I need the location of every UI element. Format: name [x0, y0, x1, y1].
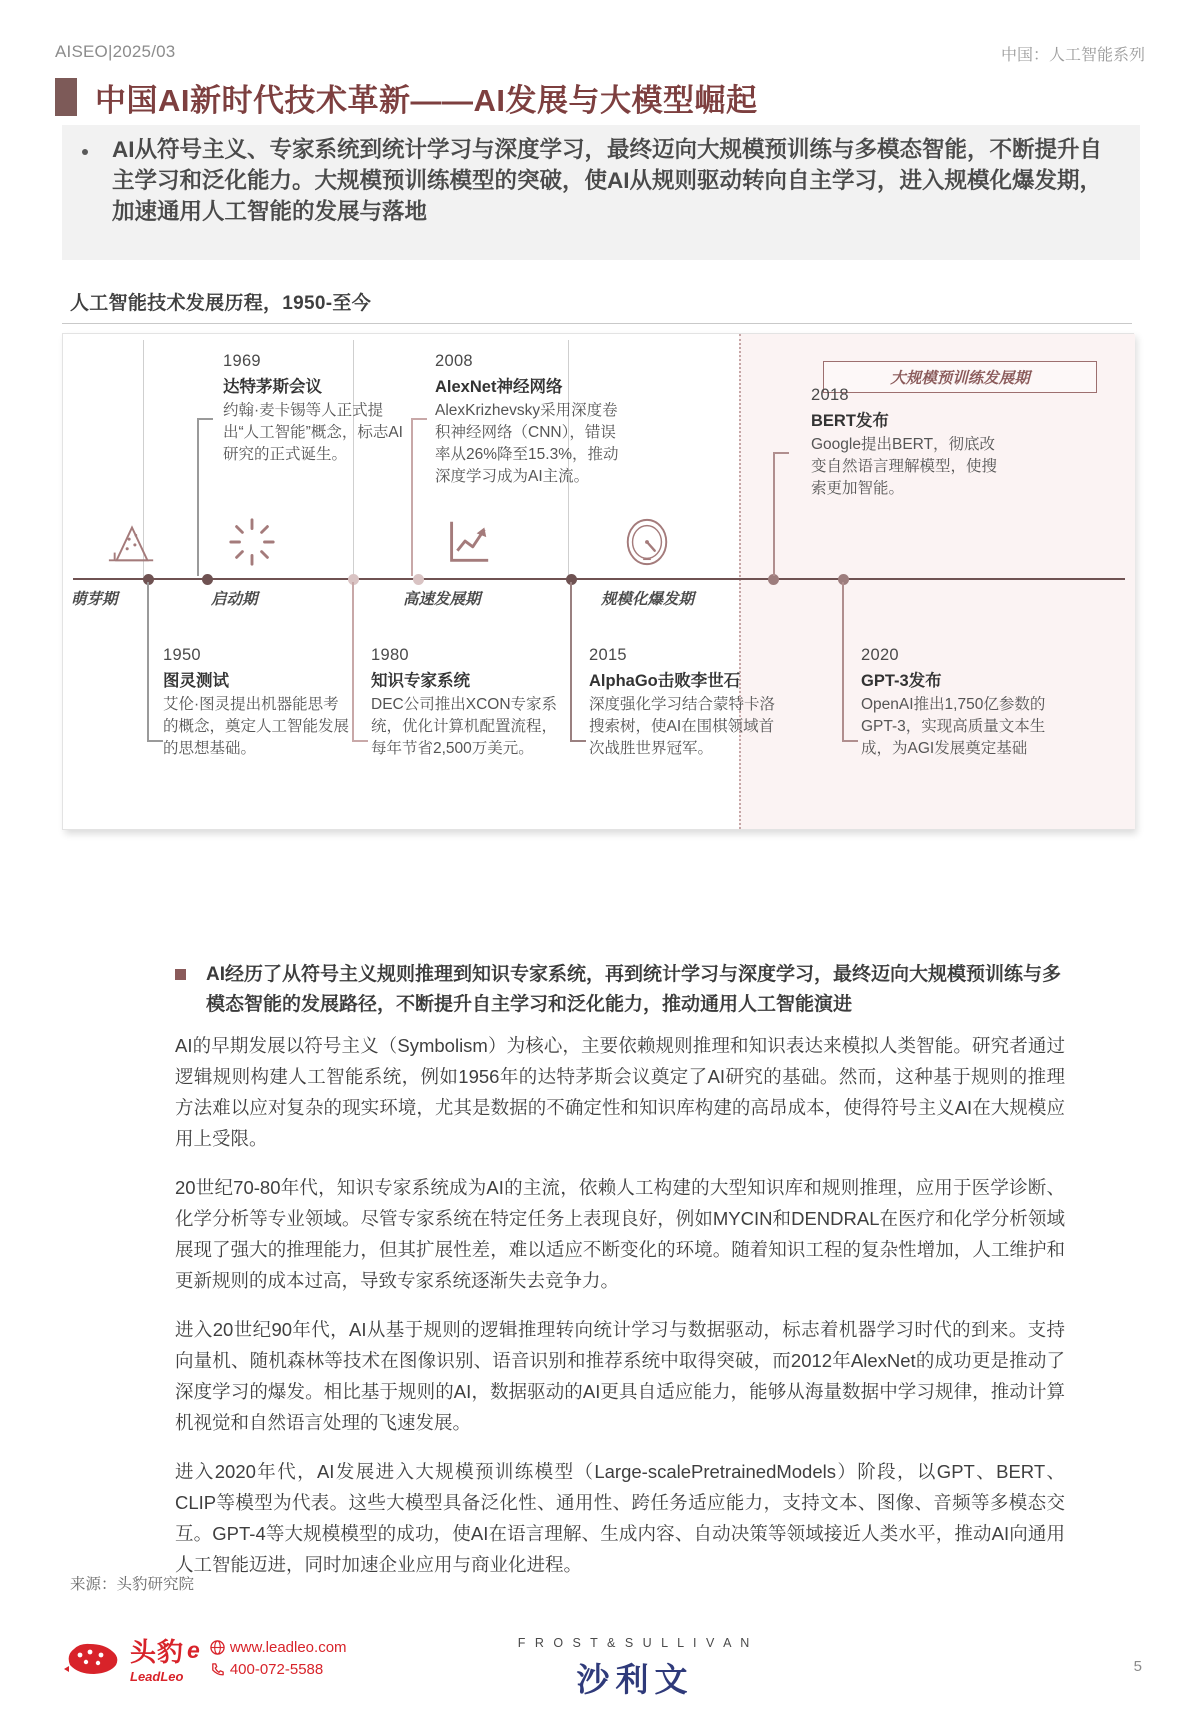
document-code: AISEO|2025/03 — [55, 42, 176, 61]
page-header — [55, 42, 1145, 66]
timeline-axis — [73, 578, 1125, 580]
paragraph-4: 进入2020年代，AI发展进入大规模预训练模型（Large-scalePretrainedModels）阶段，以GPT、BERT、CLIP等模型为代表。这些大模型具备泛化性、通用性、跨任务适应能力，支持文本、图像、音频等多模态交互。GPT-4等大规模模型的成功，使AI在语言理解、生成内容、自动决策等领域接近人类水平，推动AI向通用人工智能迈进，同时加速企业应用与商业化进程。 — [175, 1461, 1065, 1575]
chart-title-divider — [62, 323, 1132, 324]
leadleo-wordmark — [130, 1632, 200, 1684]
partner-name-en: F R O S T & S U L L I V A N — [517, 1636, 753, 1650]
source-label: 来源：头豹研究院 — [70, 1576, 195, 1593]
timeline-node — [838, 574, 849, 585]
event-year: 1980 — [371, 646, 409, 664]
globe-icon — [210, 1640, 225, 1655]
page-title-row — [55, 75, 1145, 119]
frost-sullivan-logo — [510, 1636, 760, 1701]
phone-row[interactable] — [210, 1658, 347, 1680]
sprout-icon — [103, 516, 161, 568]
event-1980 — [371, 646, 561, 760]
phase-label-explosive: 规模化爆发期 — [601, 591, 695, 608]
trend-chart-icon — [438, 516, 496, 568]
event-year: 2008 — [435, 352, 473, 370]
leadleo-logo — [60, 1632, 347, 1684]
page-footer — [60, 1630, 1140, 1700]
title-accent-bar — [55, 78, 77, 116]
timeline-node — [202, 574, 213, 585]
body-text — [175, 1030, 1065, 1598]
paragraph-3: 进入20世纪90年代，AI从基于规则的逻辑推理转向统计学习与数据驱动，标志着机器学习时代的到来。支持向量机、随机森林等技术在图像识别、语音识别和推荐系统中取得突破，而2012年AlexNet的成功更是推动了深度学习的爆发。相比基于规则的AI，数据驱动的AI更具自适应能力，能够从海量数据中学习规律，推动计算机视觉和自然语言处理的飞速发展。 — [175, 1319, 1065, 1433]
spark-icon — [223, 516, 281, 568]
paragraph-2: 20世纪70-80年代，知识专家系统成为AI的主流，依赖人工构建的大型知识库和规则推理，应用于医学诊断、化学分析等专业领域。尽管专家系统在特定任务上表现良好，例如MYCIN和DENDRAL在医疗和化学分析领域展现了强大的推理能力，但其扩展性差，难以适应不断变化的环境。随着知识工程的复杂性增加，人工维护和更新规则的成本过高，导致专家系统逐渐失去竞争力。 — [175, 1177, 1065, 1291]
phase-label-startup: 启动期 — [211, 591, 258, 608]
brand-name-cn: 头豹 — [130, 1637, 185, 1667]
partner-name-cn: 沙利文 — [576, 1661, 694, 1698]
event-body: 艾伦·图灵提出机器能思考的概念，奠定人工智能发展的思想基础。 — [163, 696, 350, 757]
event-2008 — [435, 352, 625, 488]
event-2018 — [811, 386, 1001, 500]
event-headline: BERT发布 — [811, 412, 889, 430]
phone-text: 400-072-5588 — [229, 1660, 324, 1678]
event-body: DEC公司推出XCON专家系统，优化计算机配置流程，每年节省2,500万美元。 — [371, 696, 558, 757]
brand-e-icon: e — [187, 1637, 200, 1663]
chart-title: 人工智能技术发展历程，1950-至今 — [70, 293, 371, 314]
square-bullet-icon — [175, 969, 186, 980]
event-headline: AlphaGo击败李世石 — [589, 672, 741, 690]
gauge-icon — [618, 516, 676, 568]
event-2015 — [589, 646, 779, 760]
page-number: 5 — [1133, 1658, 1142, 1675]
event-body: OpenAI推出1,750亿参数的GPT-3，实现高质量文本生成，为AGI发展奠定基础 — [861, 696, 1046, 757]
event-headline: GPT-3发布 — [861, 672, 942, 690]
series-label: 中国：人工智能系列 — [1000, 47, 1145, 64]
event-body: 约翰·麦卡锡等人正式提出“人工智能”概念，标志AI研究的正式诞生。 — [223, 402, 403, 463]
event-year: 2015 — [589, 646, 627, 664]
paragraph-1: AI的早期发展以符号主义（Symbolism）为核心，主要依赖规则推理和知识表达来模拟人类智能。研究者通过逻辑规则构建人工智能系统，例如1956年的达特茅斯会议奠定了AI研究的基础。然而，这种基于规则的推理方法难以应对复杂的现实环境，尤其是数据的不确定性和知识库构建的高昂成本，使得符号主义AI在大规模应用上受限。 — [175, 1035, 1065, 1149]
event-year: 1950 — [163, 646, 201, 664]
phase-label-sprout: 萌芽期 — [71, 591, 118, 608]
phase-label-rapid: 高速发展期 — [403, 591, 481, 608]
event-headline: 知识专家系统 — [371, 672, 470, 690]
key-point — [175, 960, 1065, 1020]
band-label-text: 大规模预训练发展期 — [890, 370, 1030, 387]
phone-icon — [210, 1662, 225, 1677]
event-year: 1969 — [223, 352, 261, 370]
key-point-text: AI经历了从符号主义规则推理到知识专家系统，再到统计学习与深度学习，最终迈向大规模预训练与多模态智能的发展路径，不断提升自主学习和泛化能力，推动通用人工智能演进 — [206, 964, 1062, 1015]
page-title: 中国AI新时代技术革新——AI发展与大模型崛起 — [95, 82, 758, 118]
website-text: www.leadleo.com — [229, 1638, 347, 1656]
timeline-node — [348, 574, 359, 585]
timeline-node — [143, 574, 154, 585]
event-year: 2020 — [861, 646, 899, 664]
event-body: Google提出BERT，彻底改变自然语言理解模型，使搜索更加智能。 — [811, 436, 998, 497]
timeline-node — [566, 574, 577, 585]
timeline-chart — [62, 333, 1134, 830]
event-headline: 图灵测试 — [163, 672, 229, 690]
contact-links — [210, 1636, 347, 1680]
summary-box — [62, 125, 1140, 260]
website-row[interactable] — [210, 1636, 347, 1658]
timeline-node — [413, 574, 424, 585]
event-1969 — [223, 352, 413, 466]
summary-text: AI从符号主义、专家系统到统计学习与深度学习，最终迈向大规模预训练与多模态智能，不断提升自主学习和泛化能力。大规模预训练模型的突破，使AI从规则驱动转向自主学习，进入规模化爆发期，加速通用人工智能的发展与落地 — [112, 137, 1103, 224]
event-2020 — [861, 646, 1051, 760]
event-year: 2018 — [811, 386, 849, 404]
brand-sub: LeadLeo — [130, 1669, 184, 1684]
leopard-logo-icon — [60, 1635, 124, 1681]
event-1950 — [163, 646, 353, 760]
event-headline: 达特茅斯会议 — [223, 378, 322, 396]
event-body: AlexKrizhevsky采用深度卷积神经网络（CNN），错误率从26%降至15.3%，推动深度学习成为AI主流。 — [435, 402, 619, 485]
event-body: 深度强化学习结合蒙特卡洛搜索树，使AI在围棋领域首次战胜世界冠军。 — [589, 696, 776, 757]
bullet-icon — [82, 149, 88, 155]
event-headline: AlexNet神经网络 — [435, 378, 563, 396]
